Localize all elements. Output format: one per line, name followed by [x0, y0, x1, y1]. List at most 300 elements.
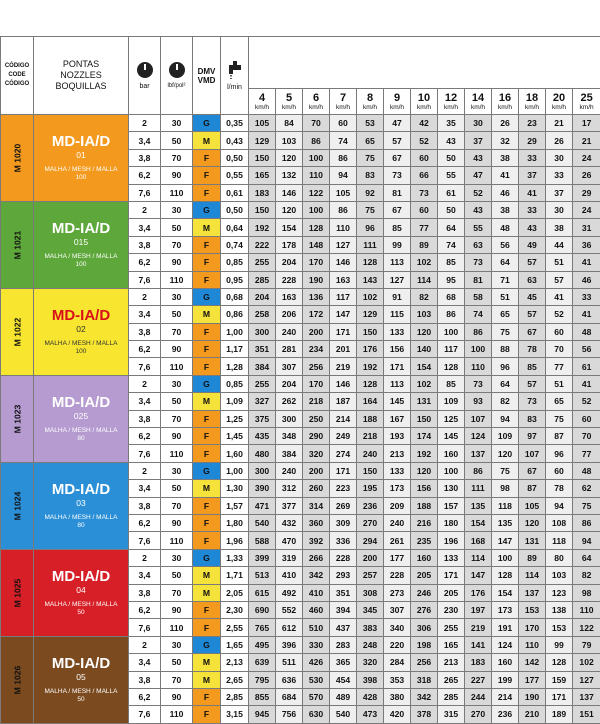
rate-cell: 89 — [519, 549, 546, 566]
rate-cell: 48 — [573, 462, 600, 479]
rate-cell: 192 — [249, 219, 276, 236]
speed-unit: km/h — [357, 104, 383, 112]
rate-cell: 70 — [573, 428, 600, 445]
speed-value: 7 — [330, 92, 356, 104]
rate-cell: 61 — [438, 184, 465, 201]
rate-cell: 206 — [276, 306, 303, 323]
rate-cell: 270 — [357, 514, 384, 531]
flow-cell: 0,68 — [221, 288, 249, 305]
mesh-label: MALHA / MESH / MALLA — [34, 340, 128, 348]
rate-cell: 122 — [303, 184, 330, 201]
rate-cell: 396 — [276, 636, 303, 653]
rate-cell: 128 — [303, 219, 330, 236]
rate-cell: 171 — [384, 358, 411, 375]
rate-cell: 308 — [357, 584, 384, 601]
mesh-value: 50 — [34, 696, 128, 704]
rate-cell: 228 — [276, 271, 303, 288]
rate-cell: 41 — [573, 375, 600, 392]
rate-cell: 165 — [438, 636, 465, 653]
flow-cell: 0,86 — [221, 306, 249, 323]
rate-cell: 150 — [249, 201, 276, 218]
rate-cell: 187 — [330, 393, 357, 410]
rate-cell: 86 — [303, 132, 330, 149]
vmd-label: VMD — [193, 76, 220, 85]
rate-header-spacer — [249, 37, 600, 89]
pressure-bar-cell: 3,8 — [129, 323, 161, 340]
rate-cell: 256 — [411, 654, 438, 671]
rate-cell: 398 — [357, 671, 384, 688]
rate-cell: 163 — [276, 288, 303, 305]
rate-cell: 230 — [438, 601, 465, 618]
rate-cell: 65 — [492, 306, 519, 323]
rate-cell: 86 — [573, 514, 600, 531]
rate-cell: 129 — [357, 306, 384, 323]
flow-cell: 0,85 — [221, 375, 249, 392]
rate-cell: 150 — [411, 410, 438, 427]
rate-cell: 210 — [519, 706, 546, 723]
rate-cell: 285 — [438, 688, 465, 705]
droplet-class-cell: F — [193, 358, 221, 375]
rate-cell: 44 — [546, 236, 573, 253]
rate-cell: 75 — [546, 410, 573, 427]
rate-cell: 240 — [276, 462, 303, 479]
rate-cell: 285 — [249, 271, 276, 288]
pressure-bar-cell: 7,6 — [129, 184, 161, 201]
rate-cell: 102 — [573, 654, 600, 671]
droplet-class-cell: F — [193, 706, 221, 723]
rate-cell: 228 — [384, 567, 411, 584]
rate-cell: 83 — [519, 410, 546, 427]
rate-cell: 176 — [357, 341, 384, 358]
pressure-bar-cell: 2 — [129, 462, 161, 479]
rate-cell: 60 — [546, 462, 573, 479]
rate-cell: 75 — [492, 462, 519, 479]
droplet-class-cell: F — [193, 341, 221, 358]
rate-cell: 147 — [492, 532, 519, 549]
pressure-bar-cell: 6,2 — [129, 428, 161, 445]
rate-cell: 114 — [519, 567, 546, 584]
rate-cell: 75 — [357, 201, 384, 218]
flow-cell: 2,13 — [221, 654, 249, 671]
rate-cell: 95 — [438, 271, 465, 288]
rate-cell: 375 — [249, 410, 276, 427]
rate-cell: 87 — [519, 480, 546, 497]
rate-cell: 294 — [357, 532, 384, 549]
pressure-bar-cell: 3,4 — [129, 219, 161, 236]
flow-cell: 1,09 — [221, 393, 249, 410]
pressure-bar-cell: 3,8 — [129, 410, 161, 427]
table-row — [1, 549, 600, 566]
speed-unit: km/h — [519, 104, 545, 112]
rate-cell: 432 — [276, 514, 303, 531]
model-name: MD-IA/D — [34, 220, 128, 237]
rate-cell: 75 — [492, 323, 519, 340]
rate-cell: 460 — [303, 601, 330, 618]
rate-cell: 170 — [303, 375, 330, 392]
rate-cell: 399 — [249, 549, 276, 566]
rate-cell: 30 — [546, 201, 573, 218]
nozzles-header — [34, 37, 129, 115]
rate-cell: 65 — [357, 132, 384, 149]
droplet-class-cell: F — [193, 184, 221, 201]
rate-cell: 261 — [384, 532, 411, 549]
rate-cell: 81 — [465, 271, 492, 288]
rate-cell: 945 — [249, 706, 276, 723]
rate-cell: 61 — [573, 358, 600, 375]
rate-cell: 82 — [411, 288, 438, 305]
rate-cell: 240 — [357, 445, 384, 462]
pressure-psi-cell: 110 — [161, 706, 193, 723]
flow-cell: 0,85 — [221, 254, 249, 271]
rate-cell: 204 — [249, 288, 276, 305]
rate-cell: 110 — [303, 167, 330, 184]
rate-cell: 74 — [465, 306, 492, 323]
table-row — [1, 288, 600, 305]
rate-cell: 510 — [303, 619, 330, 636]
rate-cell: 227 — [465, 671, 492, 688]
rate-cell: 21 — [546, 115, 573, 132]
rate-cell: 163 — [330, 271, 357, 288]
rate-cell: 154 — [465, 514, 492, 531]
product-code-text: M 1026 — [9, 665, 25, 694]
rate-cell: 99 — [546, 636, 573, 653]
speed-unit: km/h — [303, 104, 329, 112]
rate-cell: 120 — [492, 445, 519, 462]
dmv-label: DMV — [193, 67, 220, 76]
rate-cell: 390 — [249, 480, 276, 497]
rate-cell: 274 — [330, 445, 357, 462]
rate-cell: 127 — [573, 671, 600, 688]
psi-unit: lbf/pol² — [161, 82, 192, 91]
rate-cell: 160 — [492, 654, 519, 671]
speed-header — [276, 89, 303, 115]
nozzle-model — [34, 636, 129, 723]
rate-cell: 85 — [384, 219, 411, 236]
flow-cell: 1,80 — [221, 514, 249, 531]
pressure-bar-cell: 2 — [129, 288, 161, 305]
speed-unit: km/h — [411, 104, 437, 112]
droplet-class-cell: G — [193, 549, 221, 566]
rate-cell: 171 — [330, 323, 357, 340]
rate-cell: 146 — [330, 375, 357, 392]
droplet-class-cell: F — [193, 323, 221, 340]
pressure-psi-cell: 50 — [161, 306, 193, 323]
pressure-bar-cell: 2 — [129, 115, 161, 132]
rate-cell: 236 — [492, 706, 519, 723]
rate-cell: 50 — [438, 149, 465, 166]
bar-unit: bar — [129, 82, 160, 91]
rate-cell: 73 — [465, 254, 492, 271]
droplet-class-cell: F — [193, 149, 221, 166]
pressure-psi-cell: 30 — [161, 549, 193, 566]
rate-cell: 103 — [411, 306, 438, 323]
rate-cell: 91 — [384, 288, 411, 305]
rate-cell: 273 — [384, 584, 411, 601]
rate-cell: 120 — [411, 462, 438, 479]
rate-cell: 33 — [519, 201, 546, 218]
pressure-gauge-icon — [136, 61, 154, 79]
rate-cell: 240 — [384, 514, 411, 531]
droplet-class-cell: M — [193, 654, 221, 671]
rate-cell: 218 — [357, 428, 384, 445]
rate-cell: 114 — [411, 271, 438, 288]
pressure-bar-cell: 3,8 — [129, 497, 161, 514]
rate-cell: 193 — [384, 428, 411, 445]
rate-cell: 630 — [303, 706, 330, 723]
rate-cell: 142 — [519, 654, 546, 671]
rate-cell: 82 — [492, 393, 519, 410]
rate-cell: 128 — [357, 375, 384, 392]
rate-cell: 336 — [330, 532, 357, 549]
flow-cell: 0,61 — [221, 184, 249, 201]
rate-cell: 55 — [465, 219, 492, 236]
rate-cell: 100 — [492, 549, 519, 566]
rate-cell: 410 — [276, 567, 303, 584]
speed-header — [438, 89, 465, 115]
rate-cell: 100 — [438, 462, 465, 479]
model-name: MD-IA/D — [34, 133, 128, 150]
rate-cell: 146 — [330, 254, 357, 271]
rate-cell: 384 — [249, 358, 276, 375]
rate-cell: 173 — [384, 480, 411, 497]
rate-cell: 342 — [411, 688, 438, 705]
rate-cell: 26 — [573, 167, 600, 184]
rate-cell: 100 — [438, 323, 465, 340]
rate-cell: 170 — [519, 619, 546, 636]
product-code — [1, 115, 34, 202]
nozzle-model — [34, 375, 129, 462]
rate-cell: 60 — [411, 201, 438, 218]
rate-cell: 58 — [465, 288, 492, 305]
pressure-psi-cell: 90 — [161, 688, 193, 705]
nozzle-model — [34, 115, 129, 202]
speed-unit: km/h — [465, 104, 491, 112]
pressure-psi-cell: 70 — [161, 671, 193, 688]
speed-header — [330, 89, 357, 115]
rate-cell: 236 — [357, 497, 384, 514]
speed-value: 20 — [546, 92, 572, 104]
rate-cell: 110 — [573, 601, 600, 618]
rate-cell: 24 — [573, 149, 600, 166]
rate-cell: 17 — [573, 115, 600, 132]
pressure-psi-cell: 110 — [161, 184, 193, 201]
rate-cell: 107 — [465, 410, 492, 427]
rate-cell: 220 — [384, 636, 411, 653]
pressure-psi-cell: 30 — [161, 288, 193, 305]
rate-cell: 377 — [276, 497, 303, 514]
rate-cell: 111 — [465, 480, 492, 497]
flow-cell: 1,30 — [221, 480, 249, 497]
rate-cell: 173 — [492, 601, 519, 618]
rate-cell: 234 — [303, 341, 330, 358]
rate-cell: 192 — [411, 445, 438, 462]
rate-cell: 177 — [384, 549, 411, 566]
pressure-bar-cell: 6,2 — [129, 167, 161, 184]
rate-cell: 199 — [492, 671, 519, 688]
speed-value: 5 — [276, 92, 302, 104]
rate-cell: 128 — [438, 358, 465, 375]
pressure-psi-cell: 70 — [161, 149, 193, 166]
rate-cell: 124 — [465, 428, 492, 445]
rate-cell: 94 — [330, 167, 357, 184]
mesh-value: 100 — [34, 348, 128, 356]
rate-cell: 351 — [330, 584, 357, 601]
rate-cell: 120 — [411, 323, 438, 340]
rate-cell: 300 — [249, 462, 276, 479]
rate-cell: 147 — [465, 567, 492, 584]
rate-cell: 109 — [438, 393, 465, 410]
rate-cell: 111 — [357, 236, 384, 253]
rate-cell: 473 — [357, 706, 384, 723]
speed-header — [546, 89, 573, 115]
speed-header — [492, 89, 519, 115]
rate-cell: 78 — [519, 341, 546, 358]
rate-cell: 73 — [519, 393, 546, 410]
rate-cell: 172 — [303, 306, 330, 323]
rate-cell: 50 — [438, 201, 465, 218]
rate-cell: 64 — [492, 375, 519, 392]
product-code — [1, 288, 34, 375]
droplet-class-cell: F — [193, 428, 221, 445]
rate-cell: 21 — [573, 132, 600, 149]
flow-cell: 1,33 — [221, 549, 249, 566]
product-code — [1, 462, 34, 549]
rate-cell: 365 — [330, 654, 357, 671]
pressure-bar-cell: 7,6 — [129, 358, 161, 375]
rate-cell: 38 — [492, 201, 519, 218]
rate-cell: 145 — [384, 393, 411, 410]
rate-cell: 131 — [411, 393, 438, 410]
rate-cell: 118 — [546, 532, 573, 549]
rate-cell: 100 — [465, 341, 492, 358]
rate-cell: 53 — [357, 115, 384, 132]
flow-cell: 1,65 — [221, 636, 249, 653]
rate-cell: 284 — [384, 654, 411, 671]
mesh-label: MALHA / MESH / MALLA — [34, 601, 128, 609]
rate-cell: 150 — [357, 462, 384, 479]
rate-cell: 327 — [249, 393, 276, 410]
pressure-psi-cell: 50 — [161, 567, 193, 584]
rate-cell: 320 — [303, 445, 330, 462]
rate-cell: 137 — [465, 445, 492, 462]
rate-cell: 315 — [438, 706, 465, 723]
pressure-bar-cell: 3,4 — [129, 132, 161, 149]
rate-cell: 124 — [492, 636, 519, 653]
rate-cell: 128 — [546, 654, 573, 671]
pressure-bar-cell: 7,6 — [129, 445, 161, 462]
rate-cell: 190 — [519, 688, 546, 705]
rate-cell: 123 — [546, 584, 573, 601]
rate-cell: 615 — [249, 584, 276, 601]
rate-cell: 120 — [276, 201, 303, 218]
flow-cell: 2,85 — [221, 688, 249, 705]
rate-cell: 213 — [384, 445, 411, 462]
rate-cell: 281 — [276, 341, 303, 358]
product-code — [1, 636, 34, 723]
nozzles-label-en: NOZZLES — [34, 70, 128, 81]
speed-unit: km/h — [438, 104, 464, 112]
pressure-bar-cell: 3,8 — [129, 671, 161, 688]
rate-cell: 307 — [276, 358, 303, 375]
rate-cell: 214 — [492, 688, 519, 705]
flow-cell: 1,00 — [221, 323, 249, 340]
flow-cell: 1,71 — [221, 567, 249, 584]
product-code — [1, 549, 34, 636]
speed-value: 12 — [438, 92, 464, 104]
rate-cell: 266 — [303, 549, 330, 566]
speed-value: 4 — [249, 92, 275, 104]
rate-cell: 52 — [573, 393, 600, 410]
rate-cell: 795 — [249, 671, 276, 688]
droplet-class-cell: F — [193, 236, 221, 253]
dmv-header — [193, 37, 221, 115]
rate-cell: 360 — [303, 514, 330, 531]
rate-cell: 38 — [546, 219, 573, 236]
rate-cell: 33 — [546, 167, 573, 184]
droplet-class-cell: G — [193, 636, 221, 653]
rate-cell: 435 — [249, 428, 276, 445]
rate-cell: 96 — [492, 358, 519, 375]
rate-cell: 26 — [492, 115, 519, 132]
pressure-psi-cell: 50 — [161, 393, 193, 410]
rate-cell: 165 — [249, 167, 276, 184]
rate-cell: 133 — [438, 549, 465, 566]
rate-cell: 314 — [303, 497, 330, 514]
model-size: 05 — [34, 672, 128, 682]
droplet-class-cell: F — [193, 619, 221, 636]
rate-cell: 110 — [519, 636, 546, 653]
code-header-label-3: CÓDIGO — [1, 80, 33, 89]
rate-cell: 170 — [303, 254, 330, 271]
pressure-psi-cell: 90 — [161, 341, 193, 358]
rate-cell: 64 — [438, 219, 465, 236]
rate-cell: 77 — [546, 358, 573, 375]
rate-cell: 67 — [384, 201, 411, 218]
rate-cell: 394 — [330, 601, 357, 618]
model-size: 03 — [34, 498, 128, 508]
rate-cell: 196 — [438, 532, 465, 549]
rate-cell: 97 — [519, 428, 546, 445]
rate-cell: 270 — [465, 706, 492, 723]
rate-cell: 345 — [357, 601, 384, 618]
pressure-bar-cell: 6,2 — [129, 341, 161, 358]
nozzle-model — [34, 549, 129, 636]
rate-cell: 235 — [411, 532, 438, 549]
rate-cell: 636 — [276, 671, 303, 688]
flow-cell: 0,74 — [221, 236, 249, 253]
nozzles-label-es: BOQUILLAS — [34, 81, 128, 92]
rate-cell: 855 — [249, 688, 276, 705]
pressure-psi-cell: 50 — [161, 219, 193, 236]
rate-cell: 353 — [384, 671, 411, 688]
rate-cell: 86 — [465, 462, 492, 479]
rate-cell: 470 — [276, 532, 303, 549]
rate-cell: 340 — [384, 619, 411, 636]
speed-header — [573, 89, 600, 115]
rate-cell: 492 — [276, 584, 303, 601]
rate-cell: 102 — [357, 288, 384, 305]
rate-cell: 205 — [411, 567, 438, 584]
droplet-class-cell: F — [193, 271, 221, 288]
rate-cell: 154 — [492, 584, 519, 601]
rate-cell: 67 — [519, 323, 546, 340]
flow-cell: 1,17 — [221, 341, 249, 358]
speed-unit: km/h — [276, 104, 302, 112]
pressure-psi-cell: 30 — [161, 115, 193, 132]
droplet-class-cell: M — [193, 393, 221, 410]
rate-cell: 113 — [384, 254, 411, 271]
rate-cell: 198 — [411, 636, 438, 653]
